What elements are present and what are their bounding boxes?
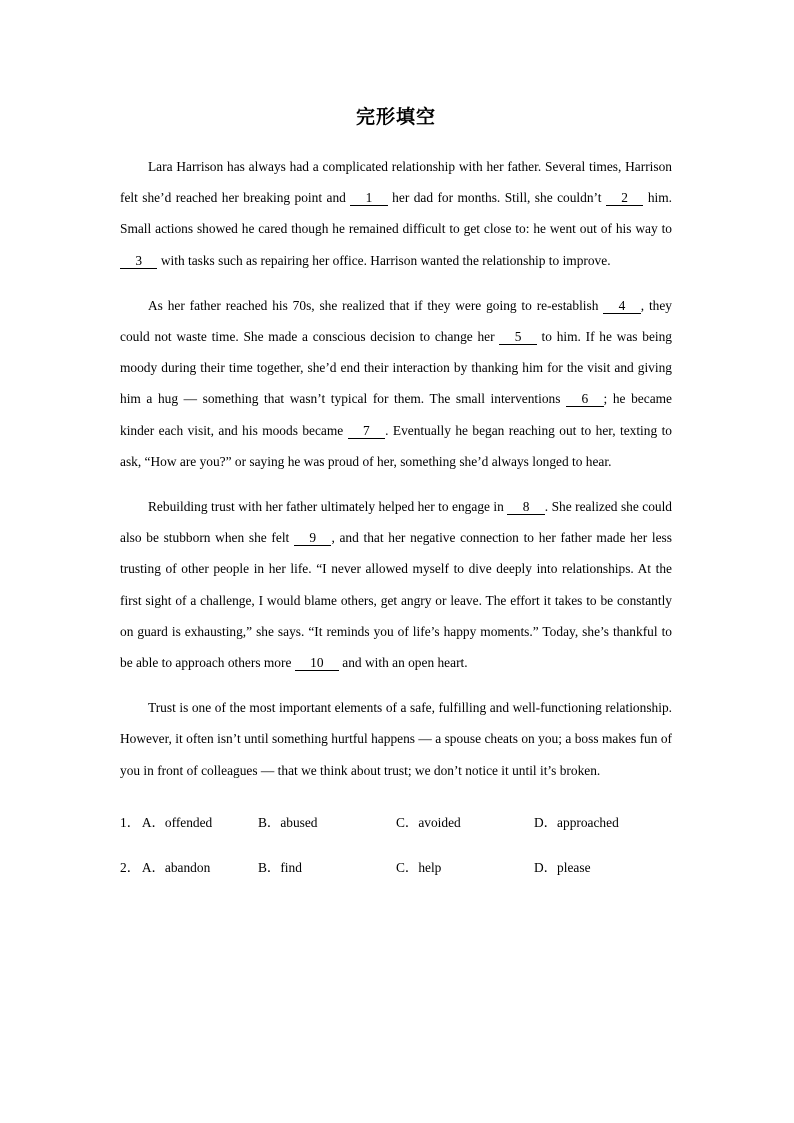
- paragraph-text: with tasks such as repairing her office. Harrison wanted the relationship to improve.: [157, 252, 611, 268]
- answer-option[interactable]: A．offended: [141, 814, 213, 830]
- paragraph-text: , they could not waste time. She made a conscious decision to change her: [120, 297, 672, 345]
- passage-paragraph: [120, 692, 672, 786]
- question-number: 1．: [120, 814, 141, 830]
- answer-blank[interactable]: 4: [605, 297, 639, 313]
- question-list: [120, 800, 672, 890]
- paragraph-text: her dad for months. Still, she couldn’t: [387, 190, 606, 206]
- paragraph-text: Trust is one of the most important elements of a safe, fulfilling and well-functioning relationship. However, it often isn’t until something hurtful happens — a spouse cheats on you; a boss makes fun of you in front of colleagues — that we think about trust; we don’t notice it until it’s broken.: [120, 700, 672, 778]
- answer-blank[interactable]: 9: [295, 530, 330, 546]
- answer-blank[interactable]: 10: [296, 655, 337, 671]
- answer-blank[interactable]: 5: [501, 329, 535, 345]
- paragraph-text: Lara Harrison has always had a complicated relationship with her father. Several times, Harrison felt she’d reached her breaking point and: [120, 159, 672, 206]
- answer-blank[interactable]: 2: [607, 190, 642, 206]
- answer-option[interactable]: A．abandon: [141, 859, 211, 875]
- paragraph-text: ; he became kinder each visit, and his moods became: [120, 391, 672, 438]
- answer-option[interactable]: B．find: [258, 859, 302, 875]
- answer-blank[interactable]: 3: [122, 252, 156, 268]
- answer-blank[interactable]: 6: [568, 391, 602, 407]
- answer-blank[interactable]: 8: [509, 499, 543, 515]
- paragraph-text: . She realized she could also be stubborn when she felt: [120, 499, 673, 546]
- paragraph-text: Rebuilding trust with her father ultimately helped her to engage in: [148, 499, 508, 515]
- paragraph-text: him. Small actions showed he cared though he remained difficult to get close to: he went out of his way to: [120, 190, 672, 237]
- page-title: 完形填空: [355, 106, 436, 128]
- answer-option[interactable]: D．approached: [534, 814, 619, 830]
- document-page: [120, 100, 672, 890]
- paragraph-text: to him. If he was being moody during their time together, she’d end their interaction by thanking him for the visit and giving him a hug — something that wasn’t typical for them. The small interventions: [120, 329, 673, 407]
- paragraph-text: and with an open heart.: [338, 655, 468, 671]
- question-number: 2．: [120, 859, 141, 875]
- passage-paragraph: [120, 491, 672, 678]
- answer-option[interactable]: D．please: [534, 859, 591, 875]
- answer-option[interactable]: B．abused: [258, 814, 318, 830]
- answer-blank[interactable]: 7: [349, 422, 384, 438]
- answer-blank[interactable]: 1: [352, 190, 386, 206]
- paragraph-text: As her father reached his 70s, she realized that if they were going to re-establish: [148, 297, 604, 313]
- passage-paragraph: [120, 290, 672, 477]
- paragraph-text: . Eventually he began reaching out to her, texting to ask, “How are you?” or saying he was proud of her, something she’d always longed to hear.: [120, 422, 672, 469]
- passage: [120, 151, 672, 786]
- answer-option[interactable]: C．avoided: [396, 814, 461, 830]
- question-row: [120, 845, 672, 890]
- question-row: [120, 800, 672, 845]
- paragraph-text: , and that her negative connection to her father made her less trusting of other people in her life. “I never allowed myself to dive deeply into relationships. At the first sight of a challenge, I would blame others, get angry or leave. The effort it takes to be constantly on guard is exhausting,” she says. “It reminds you of life’s happy moments.” Today, she’s thankful to be able to approach others more: [120, 530, 672, 671]
- passage-paragraph: [120, 151, 672, 276]
- answer-option[interactable]: C．help: [396, 859, 442, 875]
